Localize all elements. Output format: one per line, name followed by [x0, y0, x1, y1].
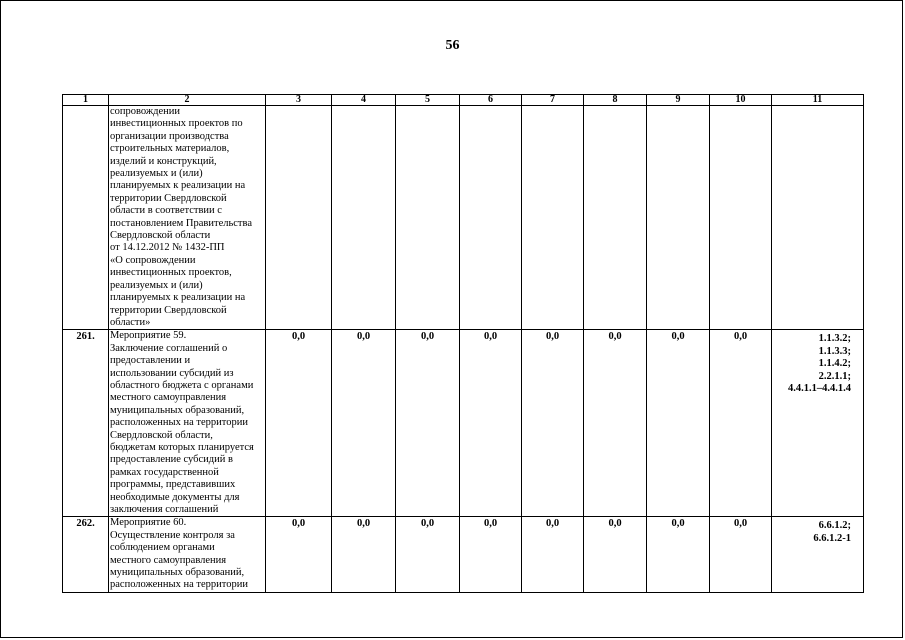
target-indicators	[772, 330, 864, 517]
funding-value-col-8: 0,0	[584, 517, 647, 592]
program-table	[62, 94, 864, 593]
row-number: 261.	[63, 330, 109, 517]
description-line: организации производства	[110, 130, 229, 142]
funding-value-col-9	[647, 106, 710, 330]
column-header-4: 4	[332, 95, 396, 106]
description-line: муниципальных образований,	[110, 567, 245, 579]
funding-value-col-3	[266, 106, 332, 330]
funding-value-col-6: 0,0	[460, 330, 522, 517]
funding-value-col-10: 0,0	[710, 330, 772, 517]
description-line: области в соответствии с	[110, 205, 222, 217]
description-line: «О сопровождении	[110, 254, 196, 266]
funding-value-col-4: 0,0	[332, 330, 396, 517]
table-row	[63, 517, 864, 592]
description-line: предоставление субсидий в	[110, 454, 233, 466]
target-indicator-line: 6.6.1.2-1	[813, 532, 851, 544]
funding-value-col-5	[396, 106, 460, 330]
description-line: областного бюджета с органами	[110, 379, 254, 391]
column-header-8: 8	[584, 95, 647, 106]
page-number: 56	[445, 38, 460, 53]
target-indicators	[772, 106, 864, 330]
table-row	[63, 330, 864, 517]
funding-value-col-3: 0,0	[266, 330, 332, 517]
table-row	[63, 106, 864, 330]
activity-description	[109, 517, 266, 592]
row-number	[63, 106, 109, 330]
column-header-5: 5	[396, 95, 460, 106]
funding-value-col-5: 0,0	[396, 517, 460, 592]
description-line: Свердловской области	[110, 230, 211, 242]
header-row	[63, 95, 864, 106]
target-indicator-line: 6.6.1.2;	[818, 520, 851, 532]
column-header-10: 10	[710, 95, 772, 106]
description-line: заключения соглашений	[110, 504, 219, 515]
activity-description	[109, 106, 266, 330]
description-line: от 14.12.2012 № 1432-ПП	[110, 242, 225, 254]
description-line: расположенных на территории	[110, 417, 248, 429]
description-line: территории Свердловской	[110, 192, 227, 204]
description-line: планируемых к реализации на	[110, 292, 246, 304]
target-indicator-line: 4.4.1.1–4.4.1.4	[788, 382, 851, 394]
description-line: постановлением Правительства	[110, 217, 253, 229]
funding-value-col-7	[522, 106, 584, 330]
description-line: инвестиционных проектов,	[110, 267, 232, 279]
column-header-11: 11	[772, 95, 864, 106]
funding-value-col-10: 0,0	[710, 517, 772, 592]
description-line: необходимые документы для	[110, 491, 240, 503]
description-line: местного самоуправления	[110, 392, 227, 404]
funding-value-col-9: 0,0	[647, 517, 710, 592]
column-header-7: 7	[522, 95, 584, 106]
description-line: Свердловской области,	[110, 429, 213, 441]
funding-value-col-5: 0,0	[396, 330, 460, 517]
description-line: сопровождении	[110, 106, 181, 117]
description-line: расположенных на территории	[110, 579, 248, 591]
description-line: предоставлении и	[110, 355, 191, 367]
funding-value-col-8: 0,0	[584, 330, 647, 517]
funding-value-col-10	[710, 106, 772, 330]
target-indicator-line: 1.1.3.3;	[818, 345, 851, 357]
description-line: соблюдением органами	[110, 542, 215, 554]
funding-value-col-3: 0,0	[266, 517, 332, 592]
description-line: использовании субсидий из	[110, 367, 234, 379]
target-indicator-line: 2.2.1.1;	[818, 370, 851, 382]
description-line: рамках государственной	[110, 466, 219, 478]
description-line: бюджетам которых планируется	[110, 441, 254, 453]
funding-value-col-4: 0,0	[332, 517, 396, 592]
funding-value-col-8	[584, 106, 647, 330]
description-line: Заключение соглашений о	[110, 342, 228, 354]
description-line: Мероприятие 60.	[110, 517, 187, 529]
column-header-6: 6	[460, 95, 522, 106]
funding-value-col-9: 0,0	[647, 330, 710, 517]
description-line: местного самоуправления	[110, 554, 227, 566]
column-header-9: 9	[647, 95, 710, 106]
description-line: Мероприятие 59.	[110, 330, 187, 342]
description-line: территории Свердловской	[110, 304, 227, 316]
funding-value-col-7: 0,0	[522, 330, 584, 517]
funding-value-col-6: 0,0	[460, 517, 522, 592]
description-line: строительных материалов,	[110, 143, 230, 155]
column-header-2: 2	[109, 95, 266, 106]
funding-value-col-7: 0,0	[522, 517, 584, 592]
description-line: муниципальных образований,	[110, 404, 245, 416]
column-header-1: 1	[63, 95, 109, 106]
activity-description	[109, 330, 266, 517]
target-indicator-line: 1.1.3.2;	[818, 333, 851, 345]
description-line: инвестиционных проектов по	[110, 118, 243, 130]
description-line: планируемых к реализации на	[110, 180, 246, 192]
row-number: 262.	[63, 517, 109, 592]
description-line: реализуемых и (или)	[110, 279, 203, 291]
description-line: области»	[110, 316, 151, 328]
funding-value-col-6	[460, 106, 522, 330]
target-indicator-line: 1.1.4.2;	[818, 358, 851, 370]
description-line: изделий и конструкций,	[110, 155, 217, 167]
description-line: Осуществление контроля за	[110, 529, 235, 541]
description-line: программы, представивших	[110, 479, 236, 491]
column-header-3: 3	[266, 95, 332, 106]
description-line: реализуемых и (или)	[110, 168, 203, 180]
target-indicators	[772, 517, 864, 592]
funding-value-col-4	[332, 106, 396, 330]
